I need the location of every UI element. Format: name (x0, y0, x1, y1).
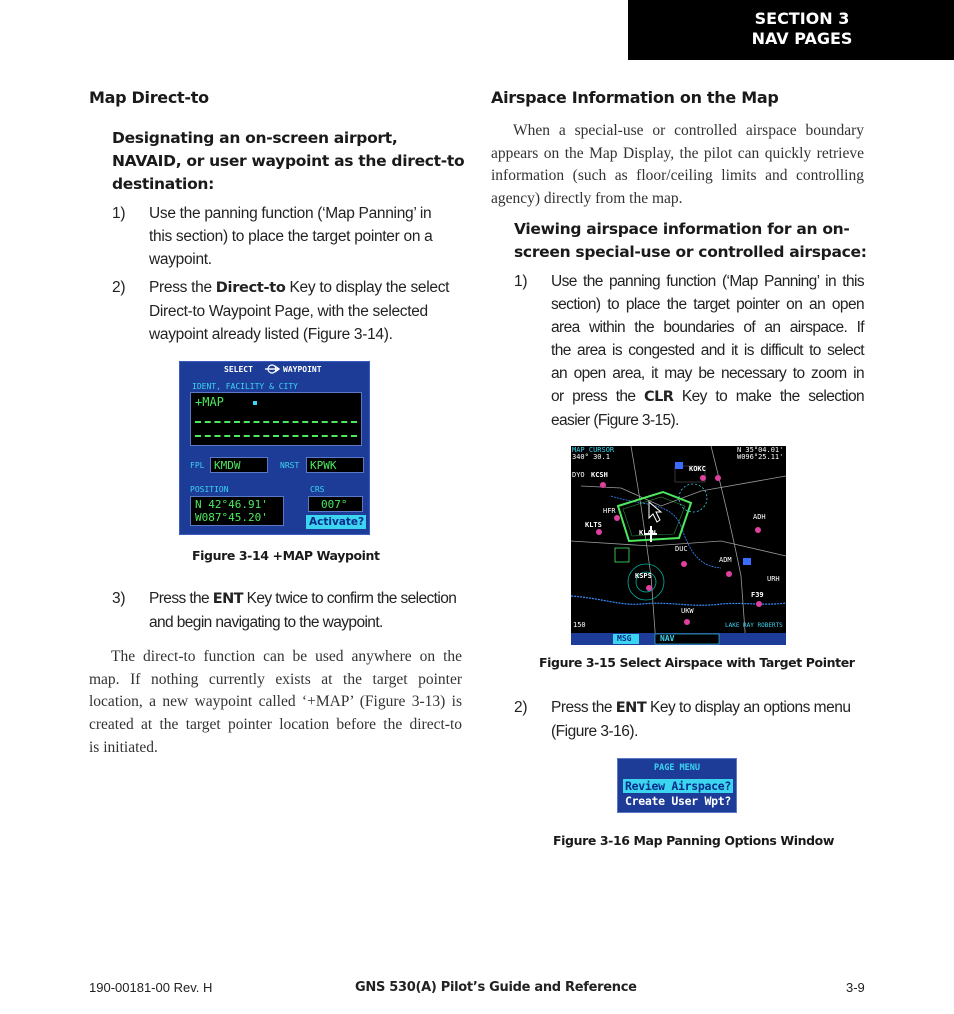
clr-key: CLR (644, 389, 674, 405)
wpt-urh: URH (767, 575, 780, 583)
figure-3-15-caption: Figure 3-15 Select Airspace with Target Pointer (539, 655, 855, 670)
ent-key-2: ENT (615, 700, 647, 716)
wpt-kcsh: KCSH (591, 471, 608, 479)
review-airspace-item[interactable]: Review Airspace? (623, 779, 733, 793)
crs-value: 007° (321, 498, 348, 511)
wpt-ukw: UKW (681, 607, 694, 615)
wpt-adh: ADH (753, 513, 766, 521)
position-label: POSITION (190, 485, 229, 494)
footer-doc-number: 190-00181-00 Rev. H (89, 980, 213, 995)
left-step-2: 2) Press the Direct-to Key to display the select Direct-to Waypoint Page, with the selected waypoint already listed (Figure 3-14). (112, 279, 450, 343)
right-step-2: 2) Press the ENT Key to display an options menu (Figure 3-16). (514, 699, 851, 740)
waypoint-label: WAYPOINT (283, 365, 322, 374)
fpl-value: KMDW (214, 459, 241, 472)
map-range: 150 (573, 621, 586, 629)
fpl-box (210, 457, 268, 473)
page-menu-title: PAGE MENU (653, 763, 701, 773)
left-heading: Map Direct-to (89, 88, 209, 107)
left-subhead: Designating an on-screen airport, NAVAID, or user waypoint as the direct-to destination: (112, 129, 465, 193)
right-paragraph: When a special-use or controlled airspace boundary appears on the Map Display, the pilot can quickly retrieve information (such as floor/ceiling limits and controlling agency) directly from the map. (491, 122, 864, 208)
latitude-value: N 42°46.91' (195, 498, 268, 511)
figure-3-14-caption: Figure 3-14 +MAP Waypoint (192, 548, 380, 563)
longitude-value: W087°45.20' (195, 511, 268, 524)
create-user-wpt-item[interactable]: Create User Wpt? (625, 794, 731, 808)
figure-3-16-menu (617, 758, 737, 813)
crs-label: CRS (310, 485, 325, 494)
figure-3-14-screen (179, 361, 370, 535)
cursor-bearing: 340° 30.1 (572, 453, 610, 461)
left-paragraph: The direct-to function can be used anywhere on the map. If nothing currently exists at the target pointer location, a new waypoint called ‘+MAP’ (Figure 3-13) is created at the target pointer location before the direct-to is initiated. (89, 648, 462, 756)
nrst-box (306, 457, 364, 473)
section-number: SECTION 3 (754, 9, 850, 28)
right-subhead: Viewing airspace information for an on- screen special-use or controlled airspace: (514, 220, 867, 261)
wpt-ksps: KSPS (635, 572, 652, 580)
left-step-3: 3) Press the ENT Key twice to confirm the selection and begin navigating to the waypoint. (112, 590, 457, 631)
wpt-duc: DUC (675, 545, 688, 553)
wpt-kokc: KOKC (689, 465, 706, 473)
ident-label: IDENT, FACILITY & CITY (192, 382, 298, 391)
figure-3-16-caption: Figure 3-16 Map Panning Options Window (553, 833, 834, 848)
right-step-1: 1) Use the panning function (‘Map Panning’ in this section) to place the target pointer on an open area within the boundaries of an airspace. If the area is congested and it is difficult to select an open area, it may be necessary to zoom in or press the CLR Key to make the selection easier (Figure 3-15). (514, 273, 864, 429)
wpt-adm: ADM (719, 556, 732, 564)
footer-title: GNS 530(A) Pilot’s Guide and Reference (355, 980, 637, 995)
ident-value: +MAP (195, 395, 224, 409)
wpt-hfr: HFR (603, 507, 616, 515)
cursor-lat: N 35°04.01' (737, 446, 784, 454)
wpt-dyo: DYO (572, 471, 585, 479)
lake-label: LAKE RAY ROBERTS (725, 622, 783, 629)
footer-page-number: 3-9 (846, 980, 865, 995)
figure-3-15-map (571, 446, 786, 645)
activate-button[interactable]: Activate? (306, 515, 366, 529)
cursor-lon: W096°25.11' (737, 453, 784, 461)
ident-box (190, 392, 362, 446)
wpt-klah: KLAH (639, 529, 656, 537)
fpl-label: FPL (190, 461, 205, 470)
wpt-f39: F39 (751, 591, 764, 599)
direct-to-key: Direct-to (215, 280, 286, 296)
nrst-value: KPWK (310, 459, 337, 472)
msg-annunciator: MSG (617, 634, 632, 643)
nrst-label: NRST (280, 461, 300, 470)
right-heading: Airspace Information on the Map (491, 88, 779, 107)
nav-page-indicator: NAV (660, 634, 675, 643)
direct-to-icon (264, 364, 280, 374)
select-label: SELECT (224, 365, 253, 374)
section-tab (628, 0, 954, 60)
wpt-klts: KLTS (585, 521, 602, 529)
section-name: NAV PAGES (751, 29, 853, 48)
map-cursor-label: MAP CURSOR (572, 446, 615, 454)
left-step-1: 1) Use the panning function (‘Map Panning’ in this section) to place the target pointer on a waypoint. (112, 205, 433, 268)
crs-box (308, 496, 363, 512)
position-box (190, 496, 284, 526)
ent-key: ENT (212, 591, 243, 607)
